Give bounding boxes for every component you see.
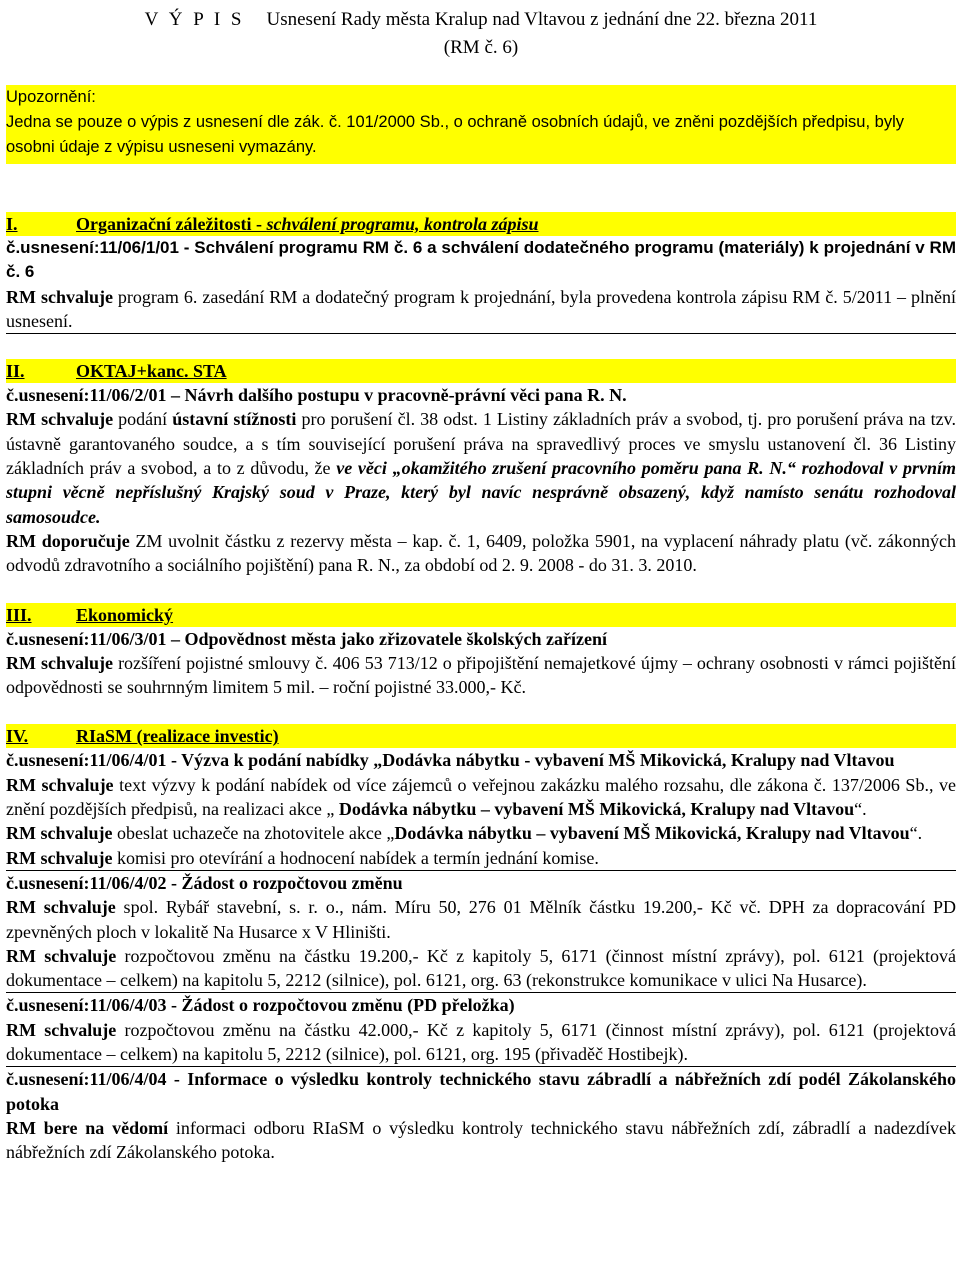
section-4-number: IV. bbox=[6, 726, 29, 747]
section-2-heading bbox=[6, 359, 956, 383]
resolution-text: rozpočtovou změnu na částku 19.200,- Kč z kapitoly 5, 6171 (činnost místní zprávy), pol. 6121 (projektová dokumentace – celkem) na kapitolu 5, 2212 (silnice), pol. 6121, org. 63 (rekonstrukce komunikace v ulici Na Husarce). bbox=[6, 945, 956, 991]
resolution-text: text výzvy k podání nabídek od více zájemců o veřejnou zakázku malého rozsahu, dle zákona č. 137/2006 Sb., ve znění pozdějších předpisů, na realizaci akce „ bbox=[6, 774, 956, 820]
document-title bbox=[6, 6, 956, 62]
resolution-text: pro porušení čl. 38 odst. 1 Listiny základních práv a svobod, tj. pro porušení práva na tzv. ústavně garantovaného soudce, a s tím související porušení práva na spravedlivý proces ve smyslu ustanovení čl. 36 Listiny základních práv a svobod, a to z důvodu, že bbox=[6, 409, 956, 479]
rm-approves-label: RM schvaluje bbox=[6, 774, 114, 795]
resolution-4-02 bbox=[6, 871, 956, 993]
vypis-label: V Ý P I S bbox=[144, 9, 245, 30]
section-3-number: III. bbox=[6, 604, 32, 625]
resolution-text: rozšíření pojistné smlouvy č. 406 53 713/12 o připojištění nemajetkové újmy – ochrany osobnosti v rámci pojištění odpovědnosti se souhrnným limitem 5 mil. – roční pojistné 33.000,- Kč. bbox=[6, 652, 956, 698]
section-1-heading bbox=[6, 212, 956, 236]
resolution-4-01 bbox=[6, 748, 956, 870]
resolution-text: rozpočtovou změnu na částku 42.000,- Kč z kapitoly 5, 6171 (činnost místní zprávy), pol. 6121 (projektová dokumentace – celkem) na kapitolu 5, 2212 (silnice), pol. 6121, org. 195 (přivaděč Hostibejk). bbox=[6, 1019, 956, 1065]
resolution-1-01-heading: č.usnesení:11/06/1/01 - Schválení programu RM č. 6 a schválení dodatečného programu (materiály) k projednání v RM č. 6 bbox=[6, 238, 956, 282]
resolution-text-bold-italic: rozhodoval v prvním stupni věcně nepříslušný Krajský soud v Praze, který byl navíc nesprávně obsazený, když namísto senátu rozhodoval samosoudce. bbox=[6, 458, 956, 527]
resolution-4-01-heading: č.usnesení:11/06/4/01 - Výzva k podání nabídky „Dodávka nábytku - vybavení MŠ Mikovická, Kralupy nad Vltavou bbox=[6, 750, 895, 771]
rm-approves-label: RM schvaluje bbox=[6, 945, 117, 966]
resolution-4-03 bbox=[6, 993, 956, 1067]
rm-approves-label: RM schvaluje bbox=[6, 847, 113, 868]
resolution-text: ZM uvolnit částku z rezervy města – kap. č. 1, 6409, položka 5901, na vyplacení náhrady platu (vč. zákonných odvodů zdravotního a sociálního pojištění) pana R. N., za období od 2. 9. 2008 - do 31. 3. 2010. bbox=[6, 530, 957, 576]
resolution-text: podání bbox=[113, 409, 173, 430]
section-1-number: I. bbox=[6, 214, 18, 234]
rm-approves-label: RM schvaluje bbox=[6, 409, 114, 430]
privacy-warning bbox=[6, 85, 956, 164]
section-1-name-b: schválení programu, kontrola zápisu bbox=[266, 214, 539, 234]
rm-acknowledges-label: RM bere na vědomí bbox=[6, 1117, 169, 1138]
resolution-text: komisi pro otevírání a hodnocení nabídek a termín jednání komise. bbox=[112, 847, 599, 868]
rm-approves-label: RM schvaluje bbox=[6, 897, 116, 918]
warning-text: Jedna se pouze o výpis z usnesení dle zák. č. 101/2000 Sb., o ochraně osobních údajů, ve zněni pozdějších předpisu, byly osobni údaje z výpisu usneseni vymazány. bbox=[6, 113, 904, 156]
resolution-text: “. bbox=[909, 823, 923, 844]
title-text: Usnesení Rady města Kralup nad Vltavou z jednání dne 22. března 2011 bbox=[266, 9, 818, 30]
resolution-text-bold: ústavní stížnosti bbox=[172, 409, 297, 430]
warning-label: Upozornění: bbox=[6, 88, 96, 106]
resolution-2-01 bbox=[6, 383, 956, 577]
resolution-4-04-heading: č.usnesení:11/06/4/04 - Informace o výsledku kontroly technického stavu zábradlí a nábřežních zdí podél Zákolanského potoka bbox=[6, 1069, 956, 1114]
rm-approves-label: RM schvaluje bbox=[6, 1019, 117, 1040]
resolution-1-01 bbox=[6, 236, 956, 334]
resolution-text-bold: Dodávka nábytku – vybavení MŠ Mikovická, Kralupy nad Vltavou bbox=[394, 823, 910, 844]
resolution-3-01 bbox=[6, 627, 956, 700]
resolution-4-03-heading: č.usnesení:11/06/4/03 - Žádost o rozpočtovou změnu (PD přeložka) bbox=[6, 995, 515, 1016]
resolution-text: spol. Rybář stavební, s. r. o., nám. Míru 50, 276 01 Mělník částku 19.200,- Kč vč. DPH za dopracování PD zpevněných ploch v lokalitě Na Husarce x V Hliništi. bbox=[6, 897, 956, 942]
document-page bbox=[6, 0, 956, 1165]
resolution-text: obeslat uchazeče na zhotovitele akce „ bbox=[112, 823, 395, 844]
title-subtitle: (RM č. 6) bbox=[443, 37, 519, 58]
section-2-number: II. bbox=[6, 361, 25, 382]
resolution-4-02-heading: č.usnesení:11/06/4/02 - Žádost o rozpočtovou změnu bbox=[6, 872, 403, 893]
resolution-2-01-heading: č.usnesení:11/06/2/01 – Návrh dalšího postupu v pracovně-právní věci pana R. N. bbox=[6, 385, 627, 406]
resolution-text-bold: Dodávka nábytku – vybavení MŠ Mikovická, Kralupy nad Vltavou bbox=[338, 799, 855, 820]
rm-approves-label: RM schvaluje bbox=[6, 286, 113, 307]
section-1-name-a: Organizační záležitosti - bbox=[76, 214, 267, 234]
section-3-name: Ekonomický bbox=[76, 604, 174, 625]
rm-approves-label: RM schvaluje bbox=[6, 823, 113, 844]
section-4-name: RIaSM (realizace investic) bbox=[76, 726, 279, 747]
resolution-4-04 bbox=[6, 1067, 956, 1164]
resolution-text-bold-italic: ve věci „okamžitého zrušení pracovního poměru pana R. N.“ bbox=[336, 458, 796, 479]
resolution-3-01-heading: č.usnesení:11/06/3/01 – Odpovědnost města jako zřizovatele školských zařízení bbox=[6, 628, 607, 649]
resolution-text: informaci odboru RIaSM o výsledku kontroly technického stavu nábřežních zdí, zábradlí a nadezdívek nábřežních zdí Zákolanského potoka. bbox=[6, 1117, 956, 1163]
rm-recommends-label: RM doporučuje bbox=[6, 530, 130, 551]
resolution-text: program 6. zasedání RM a dodatečný program k projednání, byla provedena kontrola zápisu RM č. 5/2011 – plnění usnesení. bbox=[6, 286, 957, 331]
section-3-heading bbox=[6, 603, 956, 627]
section-2-name: OKTAJ+kanc. STA bbox=[76, 361, 227, 382]
rm-approves-label: RM schvaluje bbox=[6, 652, 114, 673]
section-4-heading bbox=[6, 724, 956, 748]
resolution-text: “. bbox=[854, 799, 867, 820]
